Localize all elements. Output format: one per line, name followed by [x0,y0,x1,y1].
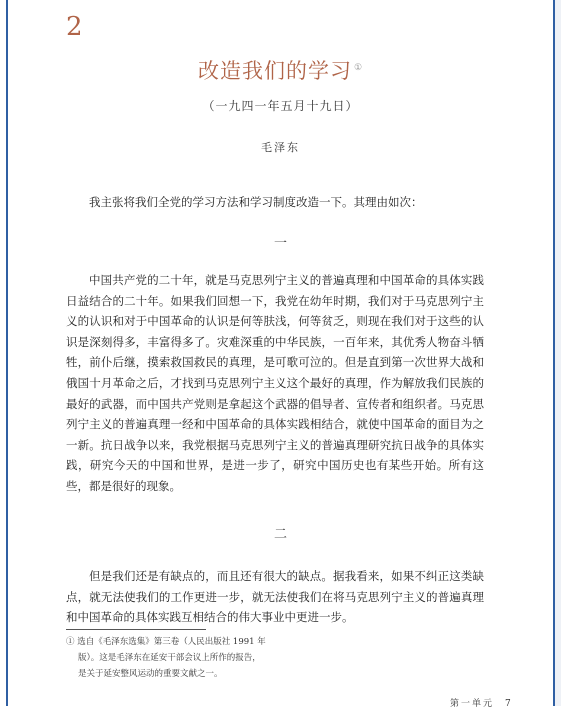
footnote-line: ① 选自《毛泽东选集》第三卷（人民出版社 1991 年 [66,637,266,647]
section-number: 2 [66,12,83,42]
intro-paragraph: 我主张将我们全党的学习方法和学习制度改造一下。其理由如次： [89,195,423,209]
section-heading-two: 二 [273,527,287,542]
footnote-divider [66,629,206,630]
title-text: 改造我们的学习 [197,59,352,83]
title-footnote-marker[interactable]: ① [353,63,364,73]
page-title [0,55,561,85]
body-paragraph-one: 中国共产党的二十年，就是马克思列宁主义的普遍真理和中国革命的具体实践日益结合的二十年。如果我们回想一下，我党在幼年时期，我们对于马克思列宁主义的认识和对于中国革命的认识是何等肤浅，何等贫乏，则现在我们对于这些的认识是深刻得多，丰富得多了。灾难深重的中华民族，一百年来，其优秀人物奋斗牺牲，前仆后继，摸索救国救民的真理，是可歌可泣的。但是直到第一次世界大战和俄国十月革命之后，才找到马克思列宁主义这个最好的真理，作为解放我们民族的最好的武器，而中国共产党则是拿起这个武器的倡导者、宣传者和组织者。马克思列宁主义的普遍真理一经和中国革命的具体实践相结合，就使中国革命的面目为之一新。抗日战争以来，我党根据马克思列宁主义的普遍真理研究抗日战争的具体实践，研究今天的中国和世界，是进一步了，研究中国历史也有某些开始。所有这些，都是很好的现象。 [66,273,484,493]
date-line: （一九四一年五月十九日） [202,99,359,113]
page-footer: 第一单元 7 [450,699,513,709]
footnote-line: 版）。这是毛泽东在延安干部会议上所作的报告， [78,653,261,663]
section-heading-one: 一 [273,236,287,251]
body-paragraph-two: 但是我们还是有缺点的，而且还有很大的缺点。据我看来，如果不纠正这类缺点，就无法使我们的工作更进一步，就无法使我们在将马克思列宁主义的普遍真理和中国革命的具体实践互相结合的伟大事业中更进一步。 [66,569,484,625]
footnote-line: 是关于延安整风运动的重要文献之一。 [78,669,223,679]
author-name: 毛泽东 [261,141,300,154]
footnote [66,634,316,682]
